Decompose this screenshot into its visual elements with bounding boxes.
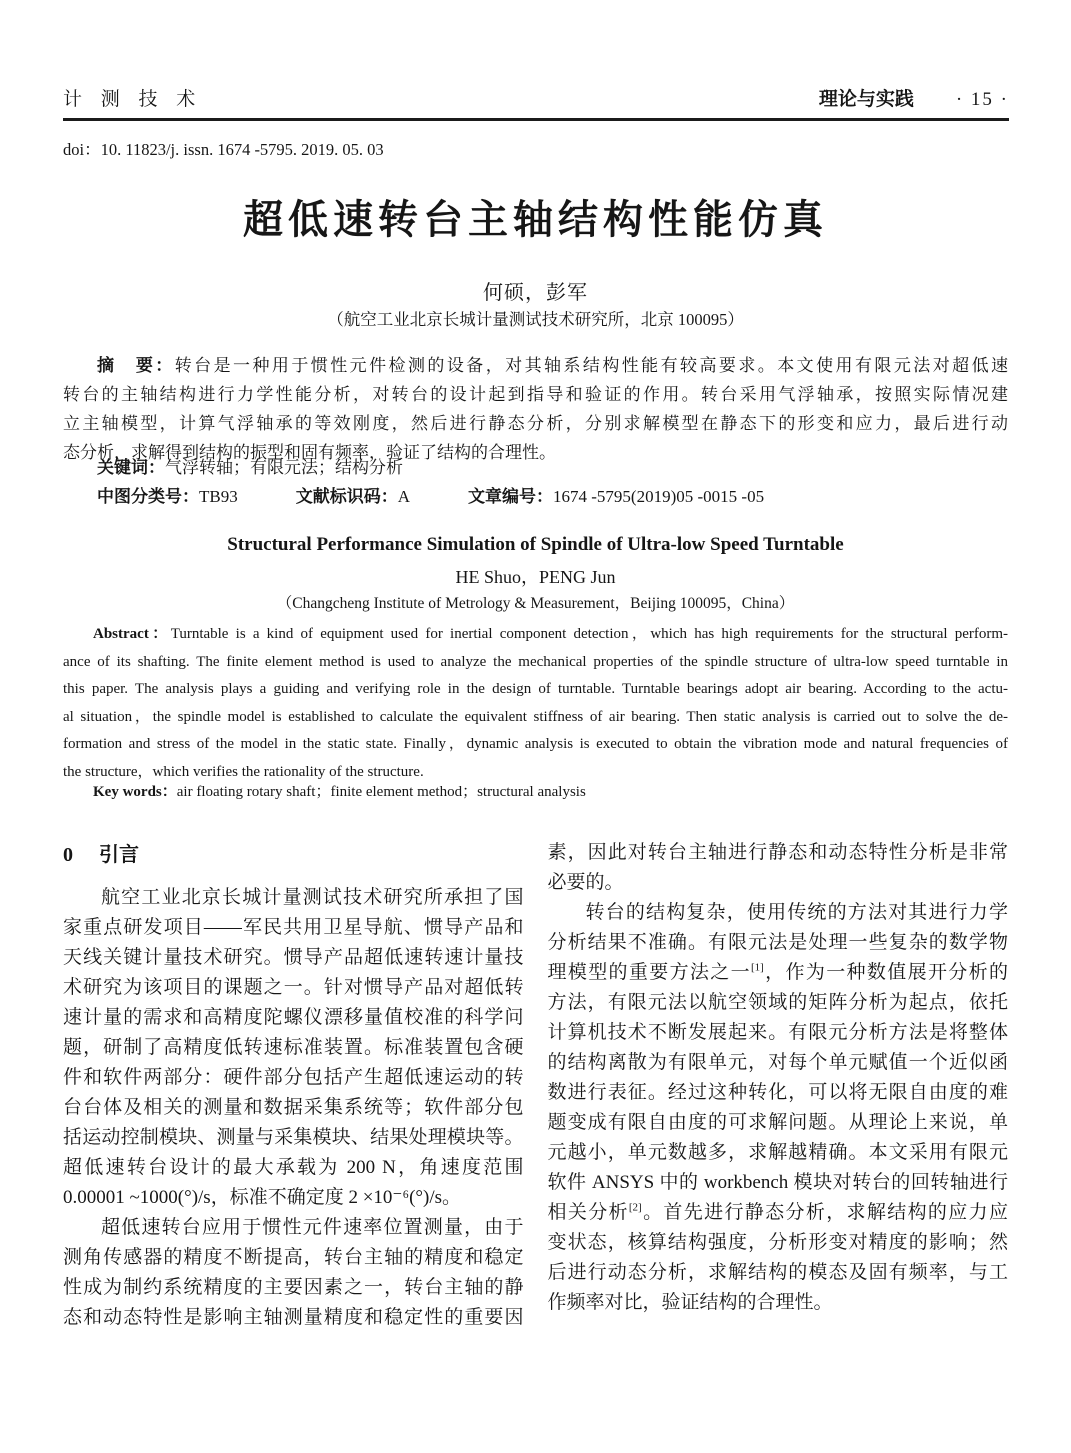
- abstract-en: [63, 621, 1008, 786]
- section-title: 引言: [99, 844, 139, 866]
- text-line: 元越小，单元数越多，求解越精确。本文采用有限元: [547, 1142, 1008, 1163]
- text-line: 题，研制了高精度低转速标准装置。标准装置包含硬: [63, 1037, 524, 1058]
- text-line: 变状态，核算结构强度，分析形变对精度的影响；然: [547, 1232, 1008, 1253]
- text-line: 天线关键计量技术研究。惯导产品超低速转速计量技: [63, 947, 524, 968]
- paper-title-cn: 超低速转台主轴结构性能仿真: [243, 198, 828, 242]
- text-line: 0.00001 ~1000(°)/s，标准不确定度 2 ×10⁻⁶(°)/s。: [63, 1187, 461, 1208]
- left-column: [63, 838, 524, 1333]
- keywords-cn: [63, 453, 1008, 482]
- journal-name: 计 测 技 术: [63, 89, 203, 110]
- text-line: 的结构离散为有限单元，对每个单元赋值一个近似函: [547, 1052, 1008, 1073]
- doc-code-segment: [296, 487, 410, 506]
- column-name: 理论与实践: [818, 89, 914, 110]
- clc-segment: [97, 487, 238, 506]
- article-id-segment: [468, 487, 764, 506]
- text-line: 航空工业北京长城计量测试技术研究所承担了国: [101, 887, 524, 908]
- text-line: ance of its shafting. The finite element method is used to analyze the mechanical properties of the spindle structure of ultra-low speed turntable in: [63, 653, 1008, 670]
- inline-label: 关键词：: [97, 458, 165, 477]
- text-line: 超低速转台设计的最大承载为 200 N，角速度范围: [63, 1157, 524, 1178]
- text-line: 态和动态特性是影响主轴测量精度和稳定性的重要因: [63, 1307, 524, 1328]
- affiliation-cn: （航空工业北京长城计量测试技术研究所，北京 100095）: [327, 310, 744, 329]
- text-line: Key words：air floating rotary shaft；finite element method；structural analysis: [93, 784, 586, 800]
- text-line: 转台的结构复杂，使用传统的方法对其进行力学: [585, 902, 1008, 923]
- text-line: 术研究为该项目的课题之一。针对惯导产品对超低转: [63, 977, 524, 998]
- text-line: 立主轴模型，计算气浮轴承的等效刚度，然后进行静态分析，分别求解模型在静态下的形变和应力，最后进行动: [63, 414, 1008, 433]
- page-number: · 15 ·: [955, 89, 1009, 110]
- text-line: al situation，the spindle model is established to calculate the equivalent stiffness of air bearing. Then static analysis is carried out to solve the de-: [63, 708, 1008, 725]
- inline-label: Key words：: [93, 784, 177, 800]
- text-line: 必要的。: [547, 872, 624, 893]
- text-line: 素，因此对转台主轴进行静态和动态特性分析是非常: [547, 842, 1008, 863]
- text-line: the structure，which verifies the rationality of the structure.: [63, 763, 424, 780]
- text-line: 数进行表征。经过这种转化，可以将无限自由度的难: [547, 1082, 1008, 1103]
- paper-title-en: Structural Performance Simulation of Spindle of Ultra-low Speed Turntable: [227, 534, 844, 555]
- clc-label: 中图分类号：: [97, 487, 199, 506]
- text-line: 理模型的重要方法之一[1]，作为一种数值展开分析的: [547, 961, 1008, 983]
- article-id-label: 文章编号：: [468, 487, 554, 506]
- affiliation-en: （Changcheng Institute of Metrology & Measurement，Beijing 100095，China）: [276, 595, 795, 612]
- text-line: 相关分析[2]。首先进行静态分析，求解结构的应力应: [547, 1201, 1008, 1223]
- text-line: 题变成有限自由度的可求解问题。从理论上来说，单: [547, 1112, 1008, 1133]
- text-line: 性成为制约系统精度的主要因素之一，转台主轴的静: [63, 1277, 524, 1298]
- abstract-cn: [63, 351, 1008, 467]
- right-column-text: [548, 838, 1009, 1318]
- inline-label: 摘 要：: [97, 356, 175, 375]
- text-line: 括运动控制模块、测量与采集模块、结果处理模块等。: [63, 1127, 524, 1148]
- text-line: 转台的主轴结构进行力学性能分析，对转台的设计起到指导和验证的作用。转台采用气浮轴承，按照实际情况建: [63, 385, 1008, 404]
- text-line: 软件 ANSYS 中的 workbench 模块对转台的回转轴进行: [547, 1172, 1008, 1193]
- header-right-group: [819, 84, 1009, 111]
- authors-en: HE Shuo，PENG Jun: [455, 567, 616, 587]
- keywords-en: [63, 779, 1008, 807]
- text-line: this paper. The analysis plays a guiding and verifying role in the design of turntable. Turntable bearings adopt air bearing. According to the actu-: [63, 681, 1008, 697]
- classification-row: [63, 482, 1008, 511]
- text-line: formation and stress of the model in the static state. Finally，dynamic analysis is executed to obtain the vibration mode and natural frequencies of: [63, 736, 1008, 752]
- authors-cn: 何硕，彭军: [483, 282, 588, 304]
- left-column-text: [63, 883, 524, 1333]
- text-line: 件和软件两部分：硬件部分包括产生超低速运动的转: [63, 1067, 524, 1088]
- text-line: 测角传感器的精度不断提高，转台主轴的精度和稳定: [63, 1247, 524, 1268]
- citation-marker: [1]: [750, 961, 764, 974]
- text-line: 超低速转台应用于惯性元件速率位置测量，由于: [101, 1217, 524, 1238]
- clc-value: TB93: [199, 487, 238, 506]
- running-header: [63, 84, 1009, 121]
- text-line: Abstract：Turntable is a kind of equipment used for inertial component detection，which has high requirements for the structural perform-: [93, 626, 1009, 642]
- text-line: 分析结果不准确。有限元法是处理一些复杂的数学物: [547, 932, 1008, 953]
- citation-marker: [2]: [628, 1201, 642, 1214]
- text-line: 后进行动态分析，求解结构的模态及固有频率，与工: [547, 1262, 1008, 1283]
- text-line: 家重点研发项目——军民共用卫星导航、惯导产品和: [63, 917, 524, 938]
- text-line: 速计量的需求和高精度陀螺仪漂移量值校准的科学问: [63, 1007, 524, 1028]
- text-line: 摘 要：转台是一种用于惯性元件检测的设备，对其轴系结构性能有较高要求。本文使用有限元法对超低速: [97, 356, 1009, 375]
- body-columns: [63, 838, 1008, 1333]
- doc-code-label: 文献标识码：: [295, 487, 398, 506]
- right-column: [548, 838, 1009, 1333]
- text-line: 关键词：气浮转轴；有限元法；结构分析: [97, 458, 403, 477]
- text-line: 态分析，求解得到结构的振型和固有频率，验证了结构的合理性。: [63, 443, 556, 462]
- text-line: 方法，有限元法以航空领域的矩阵分析为起点，依托: [547, 992, 1008, 1013]
- section-heading-intro: [63, 838, 524, 867]
- text-line: 作频率对比，验证结构的合理性。: [547, 1292, 833, 1313]
- inline-label: Abstract：: [93, 626, 171, 642]
- section-number: 0: [63, 844, 73, 866]
- article-id-value: 1674 -5795(2019)05 -0015 -05: [553, 487, 765, 506]
- doc-code-value: A: [397, 487, 411, 506]
- doi-line: doi：10. 11823/j. issn. 1674 -5795. 2019. 05. 03: [63, 140, 384, 159]
- text-line: 台台体及相关的测量和数据采集系统等；软件部分包: [63, 1097, 524, 1118]
- text-line: 计算机技术不断发展起来。有限元分析方法是将整体: [547, 1022, 1008, 1043]
